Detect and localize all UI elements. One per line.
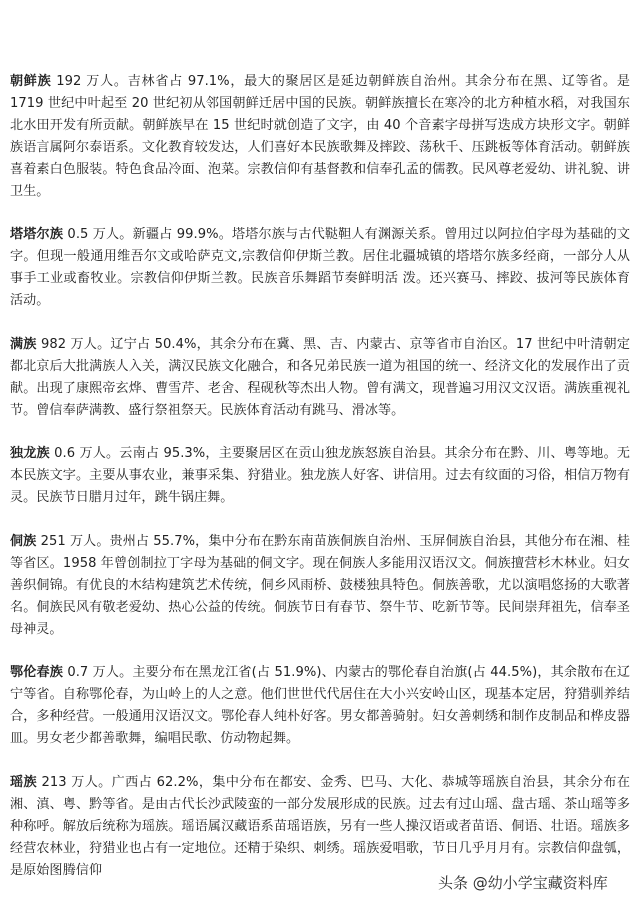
entry-derung [10,443,630,509]
entry-name: 鄂伦春族 [10,665,64,681]
entry-name: 瑶族 [10,774,37,790]
entry-name: 朝鲜族 [10,74,52,89]
entry-yao [10,772,630,882]
source-watermark: 头条 @幼小学宝藏资料库 [438,874,608,892]
document-body [10,71,630,881]
entry-name: 塔塔尔族 [10,227,64,243]
entry-tatar [10,224,630,312]
entry-text: 0.7 万人。主要分布在黑龙江省(占 51.9%)、内蒙古的鄂伦春自治旗(占 44.5%)，其余散布在辽宁等省。自称鄂伦春，为山岭上的人之意。他们世世代代居住在大小兴安岭山区，现基本定居，狩猎驯养结合，多种经营。一般通用汉语汉文。鄂伦春人纯朴好客。男女都善骑射。妇女善刺绣和制作皮制品和桦皮器皿。男女老少都善歌舞，编唱民歌、仿动物起舞。 [10,665,630,747]
entry-oroqen [10,662,630,750]
entry-name: 独龙族 [10,446,50,462]
entry-chaoxian [10,71,630,202]
entry-text: 213 万人。广西占 62.2%，集中分布在都安、金秀、巴马、大化、恭城等瑶族自治县，其余分布在湘、滇、粤、黔等省。是由古代长沙武陵蛮的一部分发展形成的民族。过去有过山瑶、盘古瑶、茶山瑶等多种称呼。解放后统称为瑶族。瑶语属汉藏语系苗瑶语族，另有一些人操汉语或者苗语、侗语、壮语。瑶族多经营农林业，狩猎业也占有一定地位。还精于染织、刺绣。瑶族爱唱歌，节日几乎月月有。宗教信仰盘瓠，是原始图腾信仰 [10,774,630,878]
entry-text: 0.5 万人。新疆占 99.9%。塔塔尔族与古代鞑靼人有渊源关系。曾用过以阿拉伯字母为基础的文字。但现一般通用维吾尔文或哈萨克文,宗教信仰伊斯兰教。居住北疆城镇的塔塔尔族多经商，一部分人从事手工业或畜牧业。宗教信仰伊斯兰教。民族音乐舞蹈节奏鲜明活 泼。还兴赛马、摔跤、拔河等民族体育活动。 [10,227,630,309]
entry-text: 251 万人。贵州占 55.7%，集中分布在黔东南苗族侗族自治州、玉屏侗族自治县，其他分布在湘、桂等省区。1958 年曾创制拉丁字母为基础的侗文字。现在侗族人多能用汉语汉文。侗族擅营杉木林业。妇女善织侗锦。有优良的木结构建筑艺术传统，侗乡风雨桥、鼓楼独具特色。侗族善歌，尤以演唱悠扬的大歌著名。侗族民风有敬老爱幼、热心公益的传统。侗族节日有春节、祭牛节、吃新节等。民间崇拜祖先，信奉圣母神灵。 [10,533,630,637]
entry-name: 满族 [10,336,37,352]
entry-dong [10,531,630,641]
entry-text: 982 万人。辽宁占 50.4%，其余分布在冀、黑、吉、内蒙古、京等省市自治区。17 世纪中叶清朝定都北京后大批满族人入关，满汉民族文化融合，和各兄弟民族一道为祖国的统一、经济文化的发展作出了贡献。出现了康熙帝玄烨、曹雪芹、老舍、程砚秋等杰出人物。曾有满文，现普遍习用汉文汉语。满族重视礼节。曾信奉萨满教、盛行祭祖祭天。民族体育活动有跳马、滑冰等。 [10,336,630,418]
entry-manchu [10,334,630,422]
entry-text: 0.6 万人。云南占 95.3%，主要聚居区在贡山独龙族怒族自治县。其余分布在黔、川、粤等地。无本民族文字。主要从事农业，兼事采集、狩猎业。独龙族人好客、讲信用。过去有纹面的习俗，相信万物有灵。民族节日腊月过年，跳牛锅庄舞。 [10,446,630,506]
entry-name: 侗族 [10,533,37,549]
entry-text: 192 万人。吉林省占 97.1%，最大的聚居区是延边朝鲜族自治州。其余分布在黑、辽等省。是 1719 世纪中叶起至 20 世纪初从邻国朝鲜迁居中国的民族。朝鲜族擅长在寒冷的北方种植水稻，对我国东北水田开发有所贡献。朝鲜族早在 15 世纪时就创造了文字，由 40 个音素字母拼写迭成方块形文字。朝鲜族语言属阿尔泰语系。文化教育较发达，人们喜好本民族歌舞及摔跤、荡秋千、压跳板等体育活动。朝鲜族喜着素白色服装。特色食品冷面、泡菜。宗教信仰有基督教和信奉孔孟的儒教。民风尊老爱幼、讲礼貌、讲卫生。 [10,74,631,199]
